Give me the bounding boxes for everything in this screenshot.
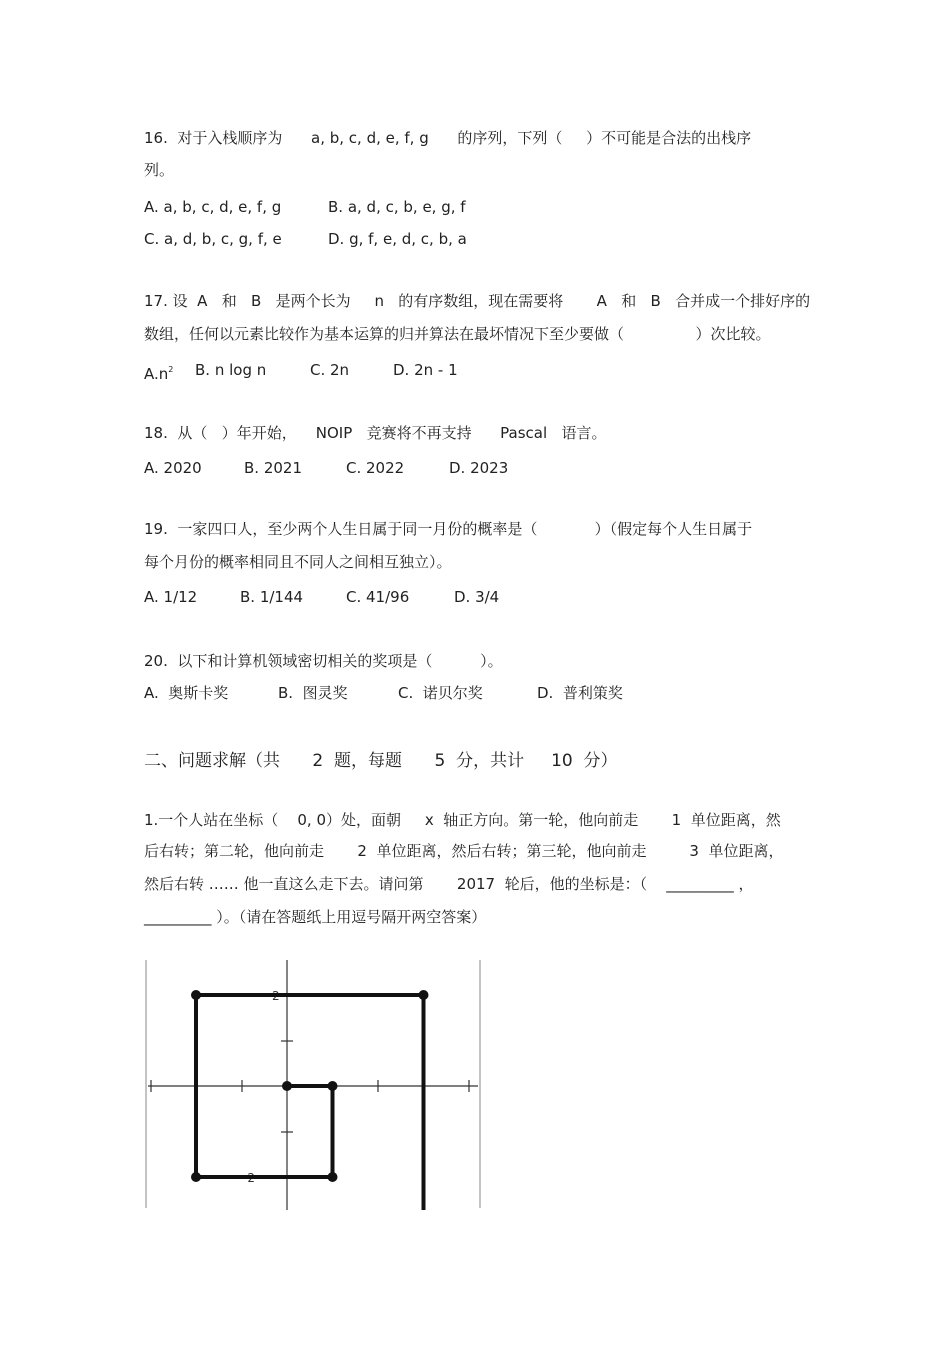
- spiral-path-diagram: [145, 958, 482, 1210]
- q18-option-a: A. 2020: [144, 459, 202, 477]
- section2-title: 二、问题求解（共 2 题，每题 5 分，共计 10 分）: [144, 751, 618, 771]
- q17-option-b: B. n log n: [195, 361, 267, 379]
- q17-stem-line2: 数组，任何以元素比较作为基本运算的归并算法在最坏情况下至少要做（ ）次比较。: [144, 325, 771, 343]
- q20-option-c: C. 诺贝尔奖: [398, 684, 483, 702]
- q16-option-a: A. a, b, c, d, e, f, g: [144, 198, 282, 216]
- q19-option-c: C. 41/96: [346, 588, 410, 606]
- q19-option-b: B. 1/144: [240, 588, 304, 606]
- q17-stem-line1: 17. 设 A 和 B 是两个长为 n 的有序数组，现在需要将 A 和 B 合并成一个排好序的: [144, 292, 811, 310]
- q20-stem-line1: 20. 以下和计算机领域密切相关的奖项是（ ）。: [144, 652, 503, 670]
- q20-option-a: A. 奥斯卡奖: [144, 684, 229, 702]
- q18-option-d: D. 2023: [449, 459, 509, 477]
- q19-option-a: A. 1/12: [144, 588, 198, 606]
- q18-stem-line1: 18. 从（ ）年开始， NOIP 竞赛将不再支持 Pascal 语言。: [144, 424, 607, 442]
- s2-p1-line3: 然后右转 …… 他一直这么走下去。请问第 2017 轮后，他的坐标是：（ _________ ，: [144, 875, 754, 893]
- s2-p1-line1: 1.一个人站在坐标（ 0, 0）处，面朝 x 轴正方向。第一轮，他向前走 1 单位距离，然: [144, 811, 781, 829]
- q16-stem-line2: 列。: [144, 161, 175, 179]
- q19-stem-line1: 19. 一家四口人，至少两个人生日属于同一月份的概率是（ ）（假定每个人生日属于: [144, 520, 753, 538]
- q16-option-c: C. a, d, b, c, g, f, e: [144, 230, 282, 248]
- q16-stem-line1: 16. 对于入栈顺序为 a, b, c, d, e, f, g 的序列，下列（ ）不可能是合法的出栈序: [144, 129, 752, 147]
- s2-p1-line2: 后右转；第二轮，他向前走 2 单位距离，然后右转；第三轮，他向前走 3 单位距离，: [144, 842, 784, 860]
- y-label-top: 2: [272, 989, 280, 1003]
- q20-option-d: D. 普利策奖: [537, 684, 623, 702]
- walk-vertex: [419, 990, 429, 1000]
- q19-option-d: D. 3/4: [454, 588, 500, 606]
- q17-option-a: $A.n^2$: [144, 365, 174, 383]
- q17-option-d: D. 2n - 1: [393, 361, 458, 379]
- q20-option-b: B. 图灵奖: [278, 684, 348, 702]
- s2-p1-line4: _________ ）。（请在答题纸上用逗号隔开两空答案）: [144, 908, 487, 926]
- walk-vertex: [282, 1081, 292, 1091]
- q18-option-c: C. 2022: [346, 459, 405, 477]
- q16-option-b: B. a, d, c, b, e, g, f: [328, 198, 466, 216]
- q17-option-c: C. 2n: [310, 361, 350, 379]
- walk-path: [196, 995, 424, 1210]
- walk-vertex: [191, 990, 201, 1000]
- walk-vertex: [191, 1172, 201, 1182]
- q16-option-d: D. g, f, e, d, c, b, a: [328, 230, 467, 248]
- q18-option-b: B. 2021: [244, 459, 303, 477]
- q19-stem-line2: 每个月份的概率相同且不同人之间相互独立）。: [144, 553, 452, 571]
- y-label-bottom: -2: [243, 1171, 255, 1185]
- q17-option-a-exponent: 2: [168, 365, 174, 374]
- walk-vertex: [328, 1081, 338, 1091]
- walk-vertex: [328, 1172, 338, 1182]
